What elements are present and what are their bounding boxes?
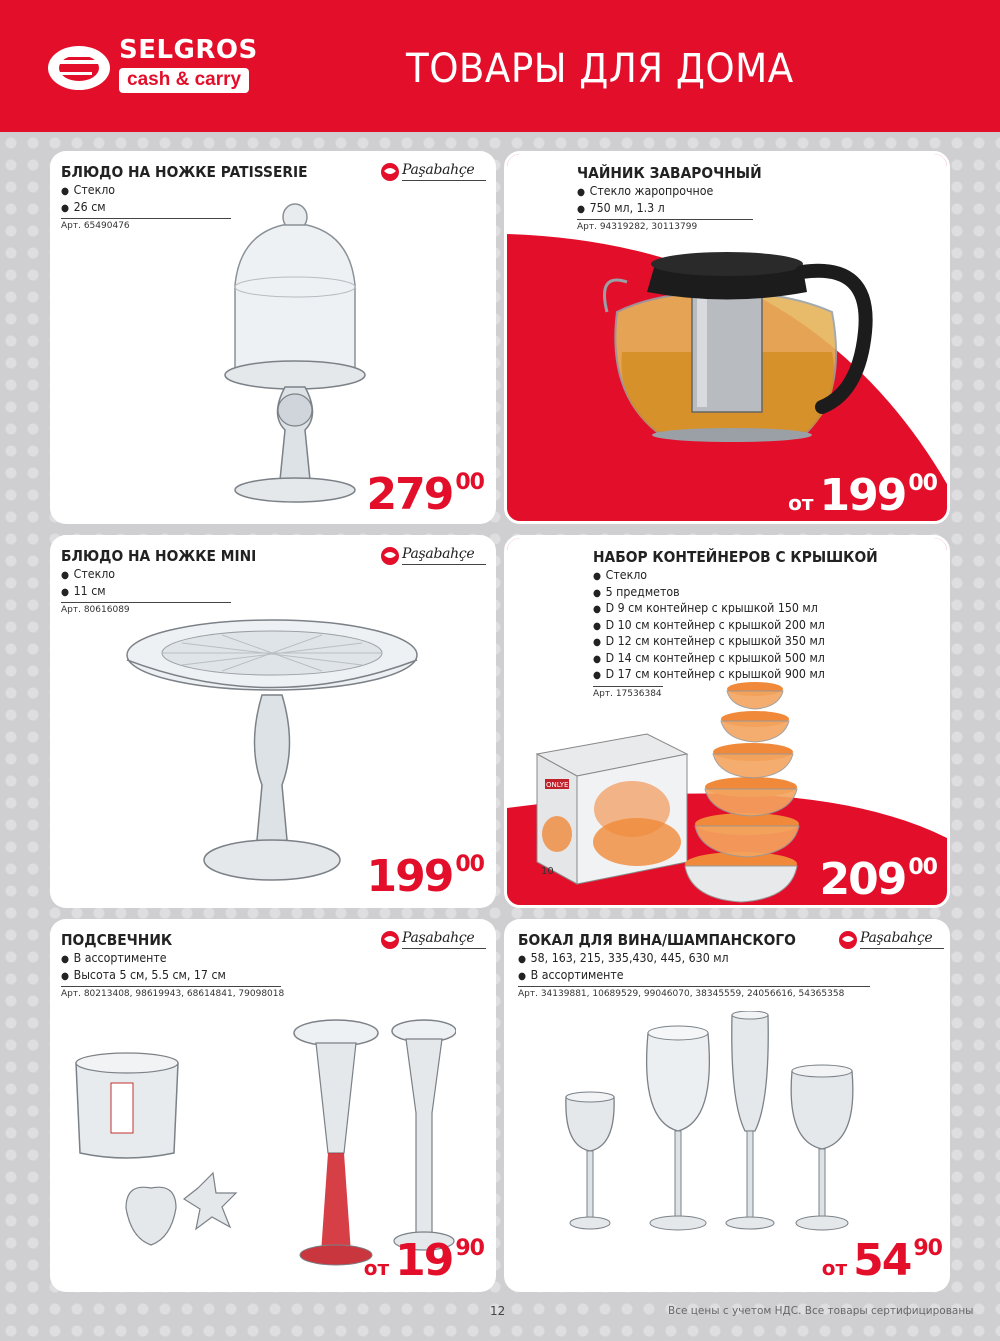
spec-item: ● 26 см	[61, 200, 337, 217]
price-cents: 00	[908, 855, 937, 880]
brand-swirl-icon	[380, 546, 400, 566]
price-main: 209	[819, 854, 906, 905]
spec-item: ● В ассортименте	[518, 968, 831, 985]
price-main: 19	[395, 1235, 453, 1286]
price-tag	[367, 851, 484, 902]
price-prefix: от	[788, 491, 814, 515]
logo-tagline: cash & carry	[119, 68, 249, 93]
article-number: Арт. 80213408, 98619943, 68614841, 79098018	[61, 986, 281, 1000]
product-card-containers	[504, 535, 950, 908]
brand-underline	[402, 948, 486, 949]
product-specs	[61, 567, 361, 600]
product-specs	[577, 184, 917, 217]
containers-stack-image	[681, 674, 841, 904]
price-main: 54	[853, 1235, 911, 1286]
brand-name: Paşabahçe	[860, 930, 933, 946]
brand-logo	[838, 929, 946, 951]
product-title: ЧАЙНИК ЗАВАРОЧНЫЙ	[577, 164, 762, 182]
selgros-logo	[46, 36, 266, 100]
brand-underline	[860, 948, 944, 949]
price-cents: 00	[455, 852, 484, 877]
containers-box-image	[527, 724, 697, 894]
spec-item: ● Стекло жаропрочное	[577, 184, 890, 201]
price-tag	[367, 469, 484, 520]
price-main: 199	[819, 470, 906, 521]
product-card-teapot	[504, 151, 950, 524]
plate-logo-icon	[46, 38, 112, 92]
spec-item: ● 5 предметов	[593, 585, 906, 602]
spec-item: ● D 12 см контейнер с крышкой 350 мл	[593, 634, 906, 651]
product-title: НАБОР КОНТЕЙНЕРОВ С КРЫШКОЙ	[593, 548, 878, 566]
page-title: ТОВАРЫ ДЛЯ ДОМА	[406, 46, 794, 92]
price-cents: 90	[455, 1236, 484, 1261]
product-specs	[593, 568, 933, 684]
brand-swirl-icon	[380, 930, 400, 950]
spec-item: ● 11 см	[61, 584, 337, 601]
brand-logo	[380, 161, 488, 183]
brand-name: Paşabahçe	[402, 162, 475, 178]
logo-wordmark: SELGROS	[119, 35, 258, 65]
wine-glasses-image	[560, 1011, 870, 1239]
spec-item: ● D 10 см контейнер с крышкой 200 мл	[593, 618, 906, 635]
article-number: Арт. 80616089	[61, 602, 231, 616]
brand-swirl-icon	[838, 930, 858, 950]
product-card-candlestick	[50, 919, 496, 1292]
article-number: Арт. 34139881, 10689529, 99046070, 38345559, 24056616, 54365358	[518, 986, 870, 1000]
product-card-wine-glasses	[504, 919, 950, 1292]
article-number: Арт. 17536384	[593, 686, 663, 700]
brand-underline	[402, 564, 486, 565]
patisserie-dish-image	[200, 195, 390, 515]
spec-item: ● D 9 см контейнер с крышкой 150 мл	[593, 601, 906, 618]
price-main: 279	[366, 469, 453, 520]
price-main: 199	[366, 851, 453, 902]
article-number: Арт. 65490476	[61, 218, 231, 232]
brand-name: Paşabahçe	[402, 546, 475, 562]
product-card-patisserie	[50, 151, 496, 524]
teapot-image	[597, 242, 877, 462]
price-cents: 90	[913, 1236, 942, 1261]
spec-item: ● D 17 см контейнер с крышкой 900 мл	[593, 667, 906, 684]
product-title: БЛЮДО НА НОЖКЕ MINI	[61, 547, 257, 565]
price-cents: 00	[455, 470, 484, 495]
page-number: 12	[490, 1304, 506, 1318]
box-label: ONLYE	[546, 781, 569, 789]
spec-item: ● 58, 163, 215, 335,430, 445, 630 мл	[518, 951, 831, 968]
price-prefix: от	[363, 1256, 390, 1280]
brand-underline	[402, 180, 486, 181]
price-tag	[364, 1235, 484, 1286]
spec-item: ● В ассортименте	[61, 951, 337, 968]
product-title: БОКАЛ ДЛЯ ВИНА/ШАМПАНСКОГО	[518, 931, 796, 949]
spec-item: ● 750 мл, 1.3 л	[577, 201, 890, 218]
price-prefix: от	[821, 1256, 848, 1280]
product-specs	[61, 951, 361, 984]
product-specs	[518, 951, 858, 984]
spec-item: ● Высота 5 см, 5.5 см, 17 см	[61, 968, 337, 985]
price-tag	[820, 854, 937, 905]
brand-logo	[380, 929, 488, 951]
spec-item: ● Стекло	[61, 567, 337, 584]
spec-item: ● D 14 см контейнер с крышкой 500 мл	[593, 651, 906, 668]
box-number: 10	[541, 866, 554, 877]
price-tag	[788, 470, 937, 521]
brand-logo	[380, 545, 488, 567]
spec-item: ● Стекло	[61, 183, 337, 200]
product-title: БЛЮДО НА НОЖКЕ PATISSERIE	[61, 163, 308, 181]
product-card-mini-dish	[50, 535, 496, 908]
article-number: Арт. 94319282, 30113799	[577, 219, 753, 233]
page-header	[0, 0, 1000, 132]
price-tag	[822, 1235, 942, 1286]
spec-item: ● Стекло	[593, 568, 906, 585]
product-title: ПОДСВЕЧНИК	[61, 931, 173, 949]
price-cents: 00	[908, 471, 937, 496]
brand-swirl-icon	[380, 162, 400, 182]
footer-disclaimer: Все цены с учетом НДС. Все товары сертифицированы	[668, 1305, 974, 1317]
brand-name: Paşabahçe	[402, 930, 475, 946]
